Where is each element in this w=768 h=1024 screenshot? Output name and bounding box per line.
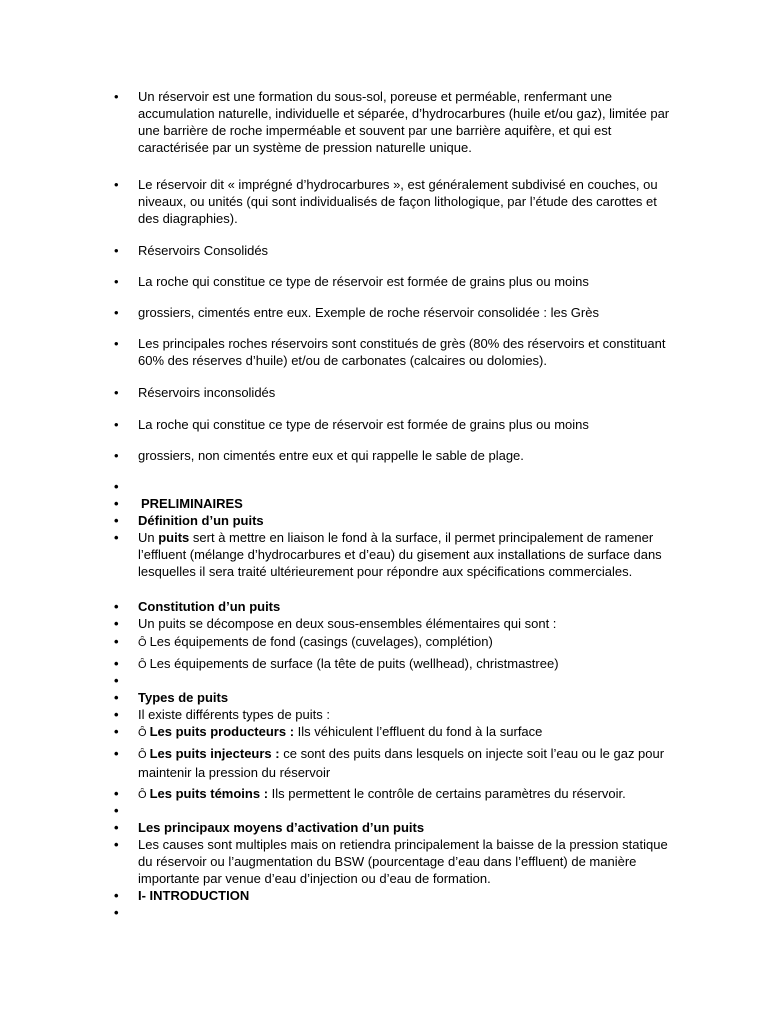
bold-term: Les puits témoins : (149, 786, 269, 801)
bullet: • (114, 479, 119, 494)
bold-term: puits (158, 530, 190, 545)
paragraph (138, 633, 673, 652)
bullet: • (114, 243, 119, 258)
bullet: • (114, 89, 119, 104)
bullet: • (114, 274, 119, 289)
paragraph (138, 723, 673, 742)
paragraph: grossiers, cimentés entre eux. Exemple de roche réservoir consolidée : les Grès (138, 305, 599, 320)
bullet: • (114, 690, 119, 705)
subheading: Types de puits (138, 690, 229, 705)
arrow-icon: Ȏ (138, 749, 147, 761)
bullet: • (114, 724, 119, 739)
arrow-icon: Ȏ (138, 637, 147, 649)
heading: Réservoirs Consolidés (138, 243, 269, 258)
paragraph: La roche qui constitue ce type de réservoir est formée de grains plus ou moins (138, 417, 589, 432)
subheading: Les principaux moyens d’activation d’un puits (138, 820, 425, 835)
subheading: Constitution d’un puits (138, 599, 281, 614)
text-run: Les équipements de fond (casings (cuvelages), complétion) (149, 634, 493, 649)
paragraph: Un réservoir est une formation du sous-sol, poreuse et perméable, renfermant une accumulation naturelle, individuelle et séparée, d’hydrocarbures (huile et/ou gaz), limitée par une barrière de roche imperméable et souvent par une barrière aquifère, et qui est caractérisée par un système de pression naturelle unique. (138, 89, 670, 155)
bullet: • (114, 496, 119, 511)
bullet: • (114, 336, 119, 351)
paragraph (138, 785, 673, 804)
text-run: Un (138, 530, 159, 545)
bullet: • (114, 616, 119, 631)
bullet: • (114, 656, 119, 671)
paragraph (138, 745, 673, 781)
bullet: • (114, 634, 119, 649)
subheading: I- INTRODUCTION (138, 888, 250, 903)
paragraph: Le réservoir dit « imprégné d’hydrocarbures », est généralement subdivisé en couches, ou niveaux, ou unités (qui sont individualisés de façon lithologique, par l’étude des carottes et des diagraphies). (138, 177, 658, 226)
text-run: sert à mettre en liaison le fond à la surface, il permet principalement de ramener l’effluent (mélange d’hydrocarbures et d’eau) du gisement aux installations de surface dans lesquelles il sera traité ultérieurement pour répondre aux spécifications commerciales. (138, 530, 662, 579)
bullet: • (114, 599, 119, 614)
text-run: Ils permettent le contrôle de certains paramètres du réservoir. (268, 786, 626, 801)
paragraph (138, 655, 673, 674)
paragraph: grossiers, non cimentés entre eux et qui rappelle le sable de plage. (138, 448, 524, 463)
subheading: Définition d’un puits (138, 513, 264, 528)
arrow-icon: Ȏ (138, 727, 147, 739)
heading: Réservoirs inconsolidés (138, 385, 276, 400)
bullet: • (114, 905, 119, 920)
bullet: • (114, 177, 119, 192)
bullet: • (114, 305, 119, 320)
paragraph: Les causes sont multiples mais on retiendra principalement la baisse de la pression statique du réservoir ou l’augmentation du BSW (pourcentage d’eau dans l’effluent) de manière importante par venue d’eau d’injection ou d’eau de formation. (138, 837, 668, 886)
bullet: • (114, 746, 119, 761)
paragraph: Un puits se décompose en deux sous-ensembles élémentaires qui sont : (138, 616, 557, 631)
text-run: Ils véhiculent l’effluent du fond à la surface (294, 724, 543, 739)
bold-term: Les puits injecteurs : (149, 746, 280, 761)
bullet: • (114, 530, 119, 545)
bullet: • (114, 707, 119, 722)
bullet: • (114, 673, 119, 688)
text-run: ce sont des puits dans lesquels on injecte soit l’eau ou le gaz pour maintenir la pression du réservoir (138, 746, 665, 780)
bullet: • (114, 786, 119, 801)
arrow-icon: Ȏ (138, 659, 147, 671)
bullet: • (114, 837, 119, 852)
bold-term: Les puits producteurs : (149, 724, 295, 739)
arrow-icon: Ȏ (138, 789, 147, 801)
text-run: Les équipements de surface (la tête de puits (wellhead), christmastree) (149, 656, 559, 671)
paragraph (138, 529, 673, 580)
bullet: • (114, 385, 119, 400)
bullet: • (114, 448, 119, 463)
paragraph: Il existe différents types de puits : (138, 707, 330, 722)
bullet: • (114, 888, 119, 903)
bullet: • (114, 513, 119, 528)
bullet: • (114, 803, 119, 818)
bullet: • (114, 820, 119, 835)
bullet: • (114, 417, 119, 432)
section-title: PRELIMINAIRES (141, 496, 243, 511)
paragraph: La roche qui constitue ce type de réservoir est formée de grains plus ou moins (138, 274, 589, 289)
paragraph: Les principales roches réservoirs sont constitués de grès (80% des réservoirs et constituant 60% des réserves d’huile) et/ou de carbonates (calcaires ou dolomies). (138, 336, 666, 368)
